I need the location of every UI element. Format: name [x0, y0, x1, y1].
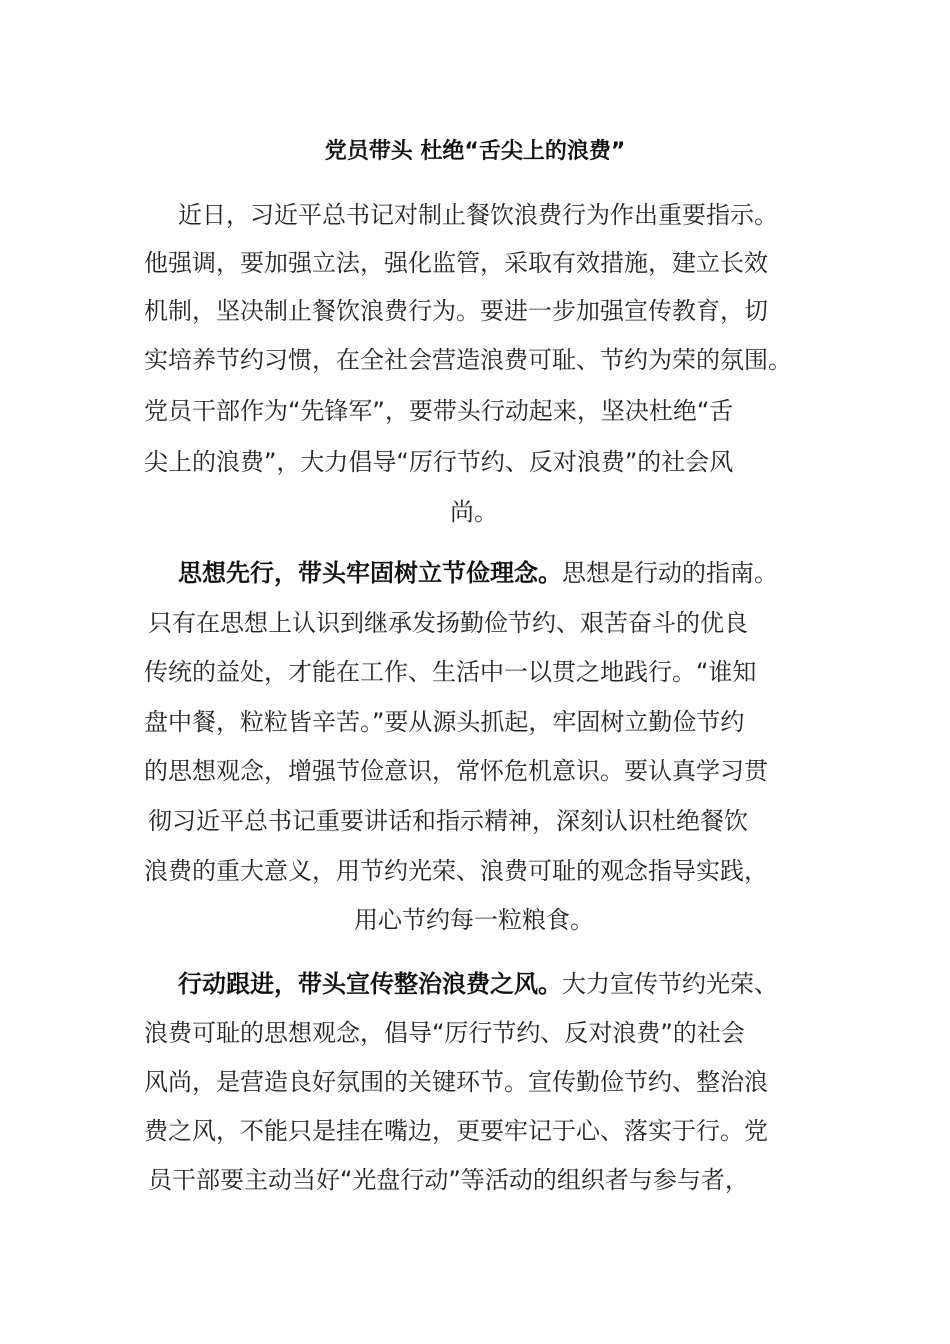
- paragraph-1-line-4: 实培养节约习惯，在全社会营造浪费可耻、节约为荣的氛围。: [144, 346, 792, 374]
- paragraph-2-first-line-rest: 思想是行动的指南。: [562, 559, 778, 587]
- paragraph-1-line-7: 尚。: [450, 498, 498, 526]
- paragraph-2-line-8: 用心节约每一粒粮食。: [354, 906, 594, 934]
- paragraph-2-line-7: 浪费的重大意义，用节约光荣、浪费可耻的观念指导实践，: [144, 857, 768, 885]
- paragraph-3-line-5: 员干部要主动当好“光盘行动”等活动的组织者与参与者，: [148, 1166, 749, 1194]
- paragraph-1-line-5: 党员干部作为“先锋军”，要带头行动起来，坚决杜绝“舌: [144, 397, 734, 425]
- paragraph-3-line-2: 浪费可耻的思想观念，倡导“厉行节约、反对浪费”的社会: [144, 1019, 745, 1047]
- paragraph-3-line-3: 风尚，是营造良好氛围的关键环节。宣传勤俭节约、整治浪: [144, 1068, 768, 1096]
- paragraph-2-line-4: 盘中餐，粒粒皆辛苦。”要从源头抓起，牢固树立勤俭节约: [144, 708, 745, 736]
- paragraph-2-line-3: 传统的益处，才能在工作、生活中一以贯之地践行。“谁知: [144, 658, 757, 686]
- document-title: 党员带头 杜绝“舌尖上的浪费”: [324, 139, 626, 164]
- paragraph-2-line-2: 只有在思想上认识到继承发扬勤俭节约、艰苦奋斗的优良: [148, 609, 748, 637]
- paragraph-3-line-4: 费之风，不能只是挂在嘴边，更要牢记于心、落实于行。党: [144, 1117, 768, 1145]
- paragraph-1-line-6: 尖上的浪费”，大力倡导“厉行节约、反对浪费”的社会风: [144, 448, 734, 476]
- paragraph-2-line-5: 的思想观念，增强节俭意识，常怀危机意识。要认真学习贯: [144, 757, 768, 785]
- paragraph-2-line-6: 彻习近平总书记重要讲话和指示精神，深刻认识杜绝餐饮: [148, 807, 748, 835]
- paragraph-2-line-1: [178, 553, 858, 593]
- paragraph-1-line-2: 他强调，要加强立法，强化监管，采取有效措施，建立长效: [144, 249, 768, 277]
- paragraph-3-line-1: [178, 964, 858, 1004]
- paragraph-2-heading: 思想先行，带头牢固树立节俭理念。: [178, 559, 562, 587]
- paragraph-3-first-line-rest: 大力宣传节约光荣、: [562, 970, 778, 998]
- paragraph-3-heading: 行动跟进，带头宣传整治浪费之风。: [178, 970, 562, 998]
- paragraph-1-line-3: 机制，坚决制止餐饮浪费行为。要进一步加强宣传教育，切: [144, 297, 768, 325]
- paragraph-1-line-1: 近日，习近平总书记对制止餐饮浪费行为作出重要指示。: [178, 201, 778, 229]
